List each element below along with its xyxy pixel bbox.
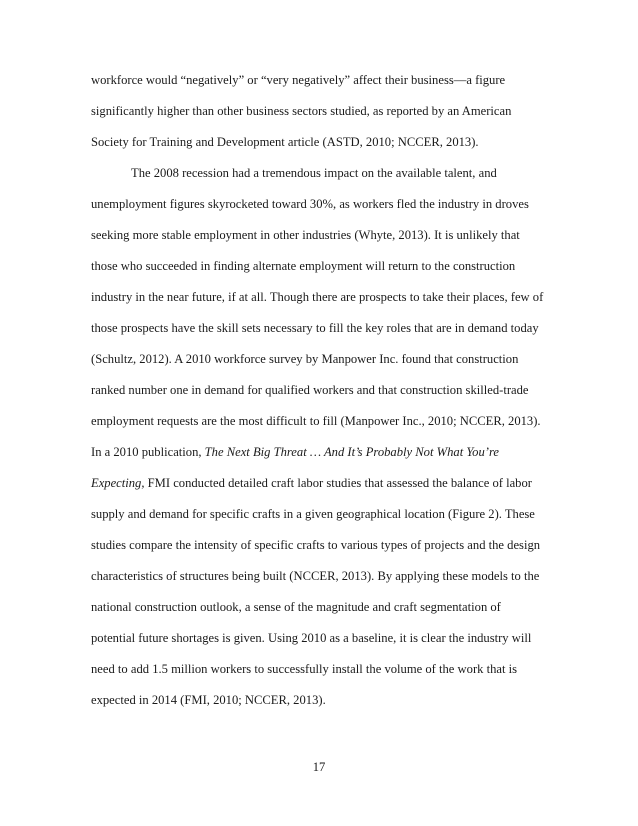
page-number: 17 <box>312 760 326 774</box>
body-line: industry in the near future, if at all. Though there are prospects to take their places, few of <box>91 290 544 304</box>
body-line: characteristics of structures being built (NCCER, 2013). By applying these models to the <box>91 569 540 583</box>
body-text: FMI conducted detailed craft labor studies that assessed the balance of labor <box>144 476 532 490</box>
body-line: seeking more stable employment in other industries (Whyte, 2013). It is unlikely that <box>91 228 520 242</box>
body-line: need to add 1.5 million workers to successfully install the volume of the work that is <box>91 662 518 676</box>
body-line <box>91 444 499 460</box>
body-text: In a 2010 publication, <box>91 445 205 459</box>
body-line: studies compare the intensity of specific crafts to various types of projects and the design <box>91 538 541 552</box>
body-line: (Schultz, 2012). A 2010 workforce survey by Manpower Inc. found that construction <box>91 352 519 366</box>
body-line: Society for Training and Development article (ASTD, 2010; NCCER, 2013). <box>91 135 479 149</box>
publication-title-end: Expecting, <box>91 476 145 490</box>
body-line: unemployment figures skyrocketed toward 30%, as workers fled the industry in droves <box>91 197 529 211</box>
body-line: supply and demand for specific crafts in a given geographical location (Figure 2). These <box>91 507 535 521</box>
body-line: those prospects have the skill sets necessary to fill the key roles that are in demand today <box>91 321 539 335</box>
body-line: those who succeeded in finding alternate employment will return to the construction <box>91 259 516 273</box>
body-line: ranked number one in demand for qualified workers and that construction skilled-trade <box>91 383 529 397</box>
body-line: potential future shortages is given. Using 2010 as a baseline, it is clear the industry will <box>91 631 532 645</box>
body-line: employment requests are the most difficult to fill (Manpower Inc., 2010; NCCER, 2013). <box>91 414 541 428</box>
body-line: significantly higher than other business sectors studied, as reported by an American <box>91 104 512 118</box>
paragraph-first-line: The 2008 recession had a tremendous impact on the available talent, and <box>131 166 497 180</box>
body-line <box>91 475 532 491</box>
body-line: workforce would “negatively” or “very negatively” affect their business—a figure <box>91 73 506 87</box>
body-line: national construction outlook, a sense of the magnitude and craft segmentation of <box>91 600 501 614</box>
publication-title: The Next Big Threat … And It’s Probably Not What You’re <box>204 445 499 459</box>
body-line: expected in 2014 (FMI, 2010; NCCER, 2013). <box>91 693 326 707</box>
